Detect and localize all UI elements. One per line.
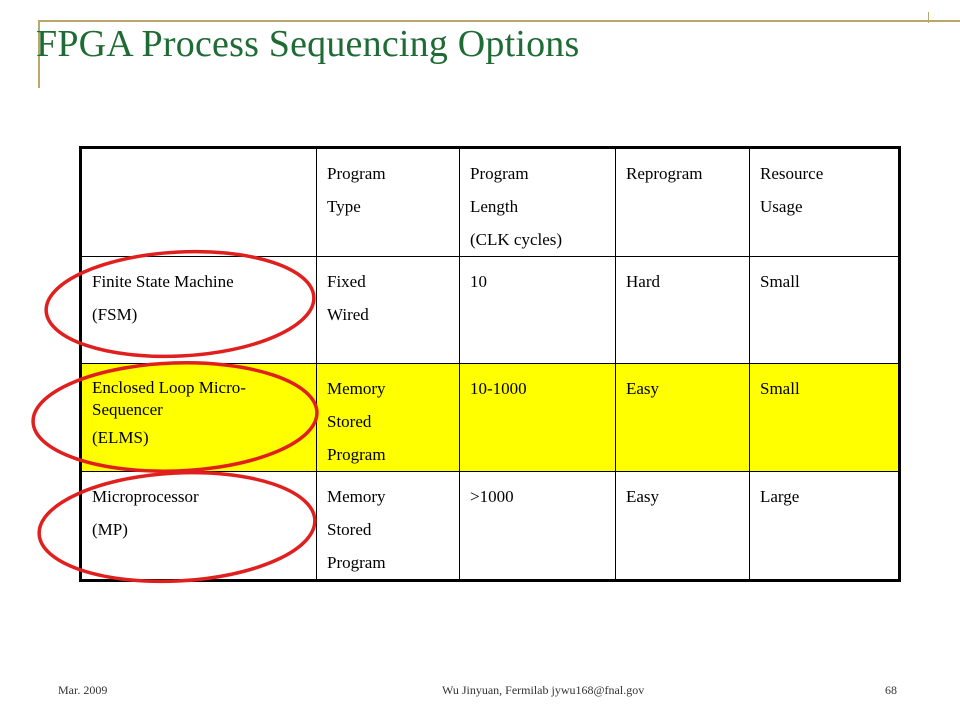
header-cell-program-length: Program Length (CLK cycles) [460, 148, 616, 257]
table-row-fsm [81, 257, 900, 364]
cell-resource-usage: Small [750, 364, 900, 472]
cell-program-length: >1000 [460, 472, 616, 581]
table-row-elms [81, 364, 900, 472]
table-header-row [81, 148, 900, 257]
decorative-tick [928, 12, 929, 23]
cell-resource-usage: Small [750, 257, 900, 364]
footer-date: Mar. 2009 [58, 683, 108, 697]
header-cell-empty [81, 148, 317, 257]
cell-reprogram: Easy [616, 472, 750, 581]
cell-program-type: Fixed Wired [317, 257, 460, 364]
cell-resource-usage: Large [750, 472, 900, 581]
cell-program-type: Memory Stored Program [317, 472, 460, 581]
header-cell-resource-usage: Resource Usage [750, 148, 900, 257]
cell-program-length: 10-1000 [460, 364, 616, 472]
cell-reprogram: Hard [616, 257, 750, 364]
comparison-table [79, 146, 901, 582]
footer-page-number: 68 [885, 683, 897, 697]
cell-program-length: 10 [460, 257, 616, 364]
cell-option: Finite State Machine (FSM) [81, 257, 317, 364]
footer-author: Wu Jinyuan, Fermilab jywu168@fnal.gov [442, 683, 645, 697]
cell-reprogram: Easy [616, 364, 750, 472]
cell-program-type: Memory Stored Program [317, 364, 460, 472]
header-cell-reprogram: Reprogram [616, 148, 750, 257]
table-row-mp [81, 472, 900, 581]
cell-option: Microprocessor (MP) [81, 472, 317, 581]
cell-option: Enclosed Loop Micro-Sequencer (ELMS) [81, 364, 317, 472]
header-cell-program-type: Program Type [317, 148, 460, 257]
slide-title: FPGA Process Sequencing Options [36, 23, 580, 65]
